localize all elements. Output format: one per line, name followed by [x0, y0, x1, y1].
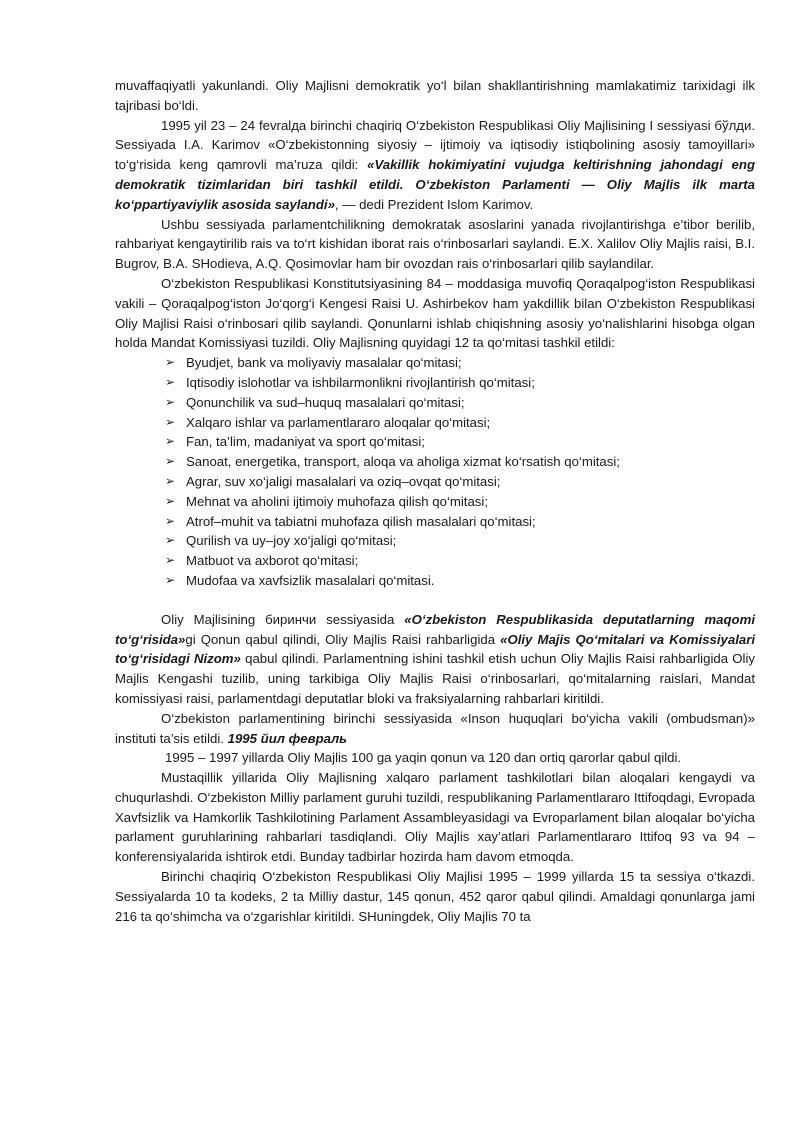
arrowhead-bullet-icon: ➢ — [165, 394, 176, 409]
bold-italic-date: 1995 йил феврaль — [227, 730, 348, 746]
list-item — [165, 571, 755, 591]
list-item — [165, 531, 755, 551]
list-item-text: Atrof–muhit va tabiatni muhofaza qilish masalalari qo‘mitasi; — [186, 513, 536, 529]
document-page — [115, 76, 755, 926]
arrowhead-bullet-icon: ➢ — [165, 434, 176, 449]
list-item — [165, 413, 755, 433]
paragraph: Ushbu sessiyada parlamentchilikning demokratak asoslarini yanada rivojlantirishga e’tibor berilib, rahbariyat kengaytirilib rais va to‘rt kishidan iborat rais o‘rinbosarlari saylandi. E.X. Xalilov Oliy Majlis raisi, B.I. Bugrov, B.A. SHodieva, A.Q. Qosimovlar ham bir ovozdan rais o‘rinbosarlari qilib saylandilar. — [115, 216, 755, 272]
arrowhead-bullet-icon: ➢ — [165, 513, 176, 528]
text-run: O‘zbekiston parlamentining birinchi sessiyasida «Inson huquqlari bo‘yicha vakili (ombudsman)» instituti ta’sis etildi. — [115, 710, 755, 746]
bold-italic-quote: «Vakillik hokimiyatini vujudga keltirishning jahondagi eng demokratik tizimlaridan biri tashkil etildi. O‘zbekiston Parlamenti — Oliy Majlis ilk marta ko‘ppartiyaviylik asosida saylandi» — [115, 157, 755, 212]
arrowhead-bullet-icon: ➢ — [165, 414, 176, 429]
arrowhead-bullet-icon: ➢ — [165, 454, 176, 469]
list-item-text: Qonunchilik va sud–huquq masalalari qo‘mitasi; — [186, 394, 465, 410]
list-item — [165, 551, 755, 571]
arrowhead-bullet-icon: ➢ — [165, 553, 176, 568]
list-item — [165, 452, 755, 472]
arrowhead-bullet-icon: ➢ — [165, 473, 176, 488]
list-item-text: Iqtisodiy islohotlar va ishbilarmonlikni rivojlantirish qo‘mitasi; — [186, 374, 535, 390]
arrowhead-bullet-icon: ➢ — [165, 533, 176, 548]
list-item-text: Mudofaa va xavfsizlik masalalari qo‘mitasi. — [186, 572, 435, 588]
paragraph: muvaffaqiyatli yakunlandi. Oliy Majlisni demokratik yo‘l bilan shakllantirishning mamlakatimiz tarixidagi ilk tajribasi bo‘ldi. — [115, 78, 755, 113]
list-item-text: Fan, ta’lim, madaniyat va sport qo‘mitasi; — [186, 434, 425, 450]
paragraph — [115, 610, 755, 709]
list-item-text: Matbuot va axborot qo‘mitasi; — [186, 553, 359, 569]
list-item — [165, 472, 755, 492]
paragraph — [115, 116, 755, 215]
list-item-text: Byudjet, bank va moliyaviy masalalar qo‘mitasi; — [186, 355, 462, 371]
text-run: , — dedi Prezident Islom Karimov. — [334, 196, 534, 212]
text-run: Oliy Majlisining биринчи sessiyasida — [161, 611, 405, 627]
bold-italic-regulation-title: «Oliy Majis Qo‘mitalari va Komissiyalari to‘g‘risidagi Nizom» — [115, 631, 755, 667]
text-run: gi Qonun qabul qilindi, Oliy Majlis Raisi rahbarligida — [185, 631, 501, 647]
list-item-text: Sanoat, energetika, transport, aloqa va aholiga xizmat ko‘rsatish qo‘mitasi; — [186, 454, 620, 470]
paragraph: Birinchi chaqiriq O‘zbekiston Respublikasi Oliy Majlisi 1995 – 1999 yillarda 15 ta sessiya o‘tkazdi. Sessiyalarda 10 ta kodeks, 2 ta Milliy dastur, 145 qonun, 452 qaror qabul qilindi. Amaldagi qonunlarga jami 216 ta qo‘shimcha va o‘zgarishlar kiritildi. SHuningdek, Oliy Majlis 70 ta — [115, 869, 755, 924]
list-item — [165, 432, 755, 452]
list-item-text: Qurilish va uy–joy xo‘jaligi qo‘mitasi; — [186, 533, 397, 549]
list-item — [165, 512, 755, 532]
arrowhead-bullet-icon: ➢ — [165, 355, 176, 370]
blank-line — [115, 591, 755, 610]
arrowhead-bullet-icon: ➢ — [165, 374, 176, 389]
arrowhead-bullet-icon: ➢ — [165, 493, 176, 508]
bold-italic-law-title: «O‘zbekiston Respublikasida deputatlarning maqomi to‘g‘risida» — [115, 611, 755, 647]
list-item — [165, 353, 755, 373]
list-item — [165, 492, 755, 512]
list-item — [165, 373, 755, 393]
list-item — [165, 393, 755, 413]
paragraph: Mustaqillik yillarida Oliy Majlisning xalqaro parlament tashkilotlari bilan aloqalari kengaydi va chuqurlashdi. O‘zbekiston Milliy parlament guruhi tuzildi, respublikaning Parlamentlararo Ittifoqdagi, Evropada Xavfsizlik va Hamkorlik Tashkilotining Parlament Assambleyasidagi va Evroparlament bilan aloqalar bo‘yicha parlament guruhlarining rahbarlari tasdiqlandi. Oliy Majlis xay’atlari Parlamentlararo Ittifoq 93 va 94 – konferensiyalarida ishtirok etdi. Bunday tadbirlar hozirda ham davom etmoqda. — [115, 770, 755, 865]
paragraph: O‘zbekiston Respublikasi Konstitutsiyasining 84 – moddasiga muvofiq Qoraqalpog‘iston Respublikasi vakili – Qoraqalpog‘iston Jo‘qorg‘i Kengesi Raisi U. Ashirbekov ham yakdillik bilan O‘zbekiston Respublikasi Oliy Majlisi Raisi o‘rinbosari qilib saylandi. Qonunlarni ishlab chiqishning asosiy yo‘nalishlarini hisobga olgan holda Mandat Komissiyasi tuzildi. Oliy Majlisning quyidagi 12 ta qo‘mitasi tashkil etildi: — [115, 275, 755, 351]
text-run: qabul qilindi. Parlamentning ishini tashkil etish uchun Oliy Majlis Raisi rahbarligida Oliy Majlis Kengashi tuzilib, uning tarkibiga Oliy Majlis Raisi o‘rinbosarlari, qo‘mitalarning raislari, Mandat komissiyasi raisi, parlamentdagi deputatlar bloki va fraksiyalarning rahbarlari kiritildi. — [115, 651, 755, 706]
paragraph — [115, 709, 755, 749]
text-run: 1995 yil 23 – 24 fevralда birinchi chaqiriq O‘zbekiston Respublikasi Oliy Majlisining I sessiyasi бўлди. Sessiyada I.A. Karimov «O‘zbekistonning siyosiy – ijtimoiy va iqtisodiy istiqbolining asosiy tamoyillari» to‘g‘risida keng qamrovli ma’ruza qildi: — [115, 117, 755, 173]
list-item-text: Xalqaro ishlar va parlamentlararo aloqalar qo‘mitasi; — [186, 414, 491, 430]
arrowhead-bullet-icon: ➢ — [165, 572, 176, 587]
list-item-text: Agrar, suv xo‘jaligi masalalari va oziq–ovqat qo‘mitasi; — [186, 473, 501, 489]
list-item-text: Mehnat va aholini ijtimoiy muhofaza qilish qo‘mitasi; — [186, 493, 488, 509]
committee-list — [115, 353, 755, 591]
paragraph: 1995 – 1997 yillarda Oliy Majlis 100 ga yaqin qonun va 120 dan ortiq qarorlar qabul qildi. — [165, 750, 682, 766]
